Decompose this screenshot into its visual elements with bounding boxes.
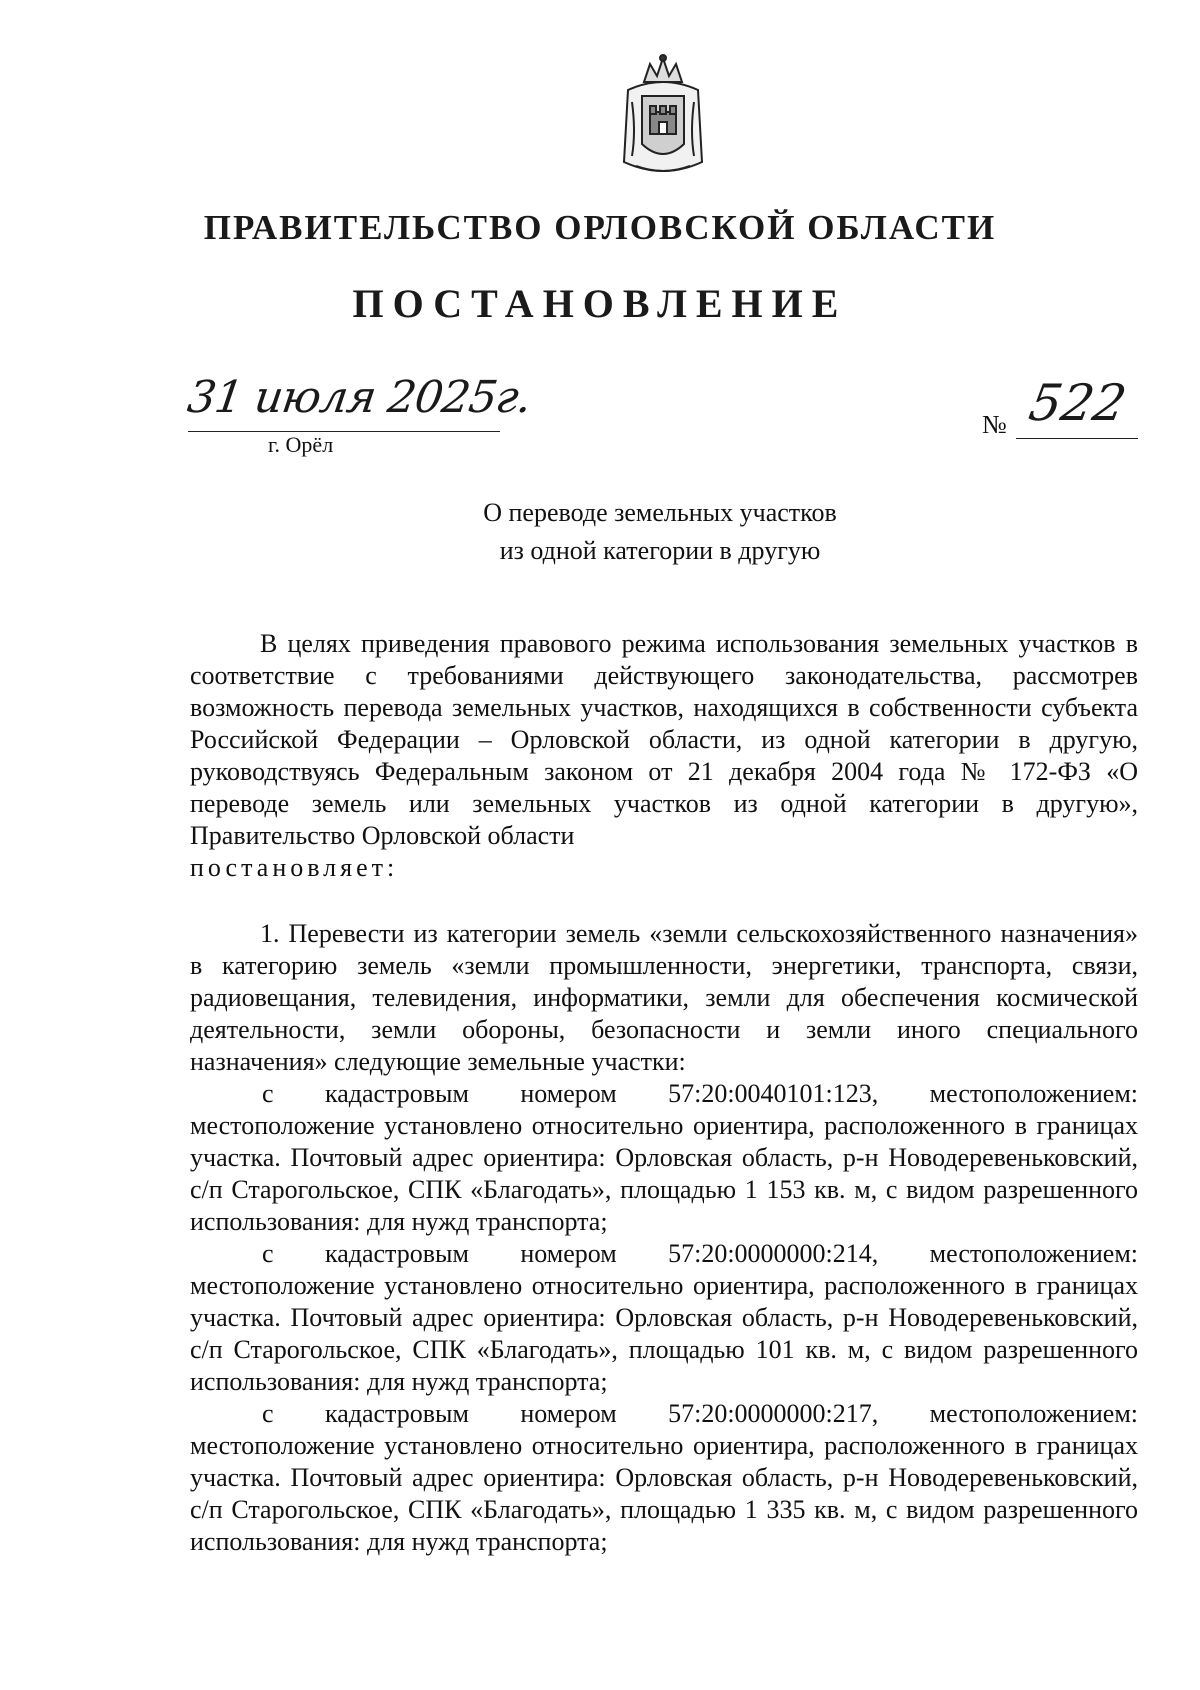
preamble-paragraph: В целях приведения правового режима использования земельных участков в соответствие с требованиями действующего законодательства, рассмотрев возможность перевода земельных участков, находящихся в собственности субъекта Российской Федерации – Орловской области, из одной категории в другую, руководствуясь Федеральным законом от 21 декабря 2004 года № 172-ФЗ «О переводе земель или земельных участков из одной категории в другую», Правительство Орловской области [190, 629, 1138, 850]
document-city: г. Орёл [268, 432, 334, 457]
organization-title: ПРАВИТЕЛЬСТВО ОРЛОВСКОЙ ОБЛАСТИ [203, 208, 997, 247]
item-1-paragraph: 1. Перевести из категории земель «земли сельскохозяйственного назначения» в категорию земель «земли промышленности, энергетики, транспорта, связи, радиовещания, телевидения, информатики, земли для обеспечения космической деятельности, земли обороны, безопасности и земли иного специального назначения» следующие земельные участки: [190, 919, 1138, 1076]
coat-of-arms-emblem [614, 52, 712, 182]
document-body [190, 628, 1138, 1558]
parcel-item: с кадастровым номером 57:20:0000000:217, местоположением: местоположение установлено относительно ориентира, расположенного в границах участка. Почтовый адрес ориентира: Орловская область, р-н Новодеревеньковский, с/п Старогольское, СПК «Благодать», площадью 1 335 кв. м, с видом разрешенного использования: для нужд транспорта; [190, 1399, 1138, 1556]
parcel-item: с кадастровым номером 57:20:0040101:123, местоположением: местоположение установлено относительно ориентира, расположенного в границах участка. Почтовый адрес ориентира: Орловская область, р-н Новодеревеньковский, с/п Старогольское, СПК «Благодать», площадью 1 153 кв. м, с видом разрешенного использования: для нужд транспорта; [190, 1079, 1138, 1236]
date-underline [188, 431, 500, 432]
subject-line-2: из одной категории в другую [499, 536, 821, 565]
document-date: 31 июля 2025г. [184, 372, 534, 423]
parcel-item: с кадастровым номером 57:20:0000000:214, местоположением: местоположение установлено относительно ориентира, расположенного в границах участка. Почтовый адрес ориентира: Орловская область, р-н Новодеревеньковский, с/п Старогольское, СПК «Благодать», площадью 101 кв. м, с видом разрешенного использования: для нужд транспорта; [190, 1239, 1138, 1396]
number-underline [1016, 438, 1138, 439]
document-type-title: ПОСТАНОВЛЕНИЕ [352, 281, 848, 326]
subject-line-1: О переводе земельных участков [483, 498, 837, 527]
number-label: № [982, 410, 1007, 439]
resolves-line [190, 852, 1138, 884]
document-number: 522 [1024, 374, 1131, 432]
resolves-word: постановляет: [190, 853, 399, 882]
paragraph-gap [190, 884, 1138, 918]
document-subject [0, 494, 1200, 570]
